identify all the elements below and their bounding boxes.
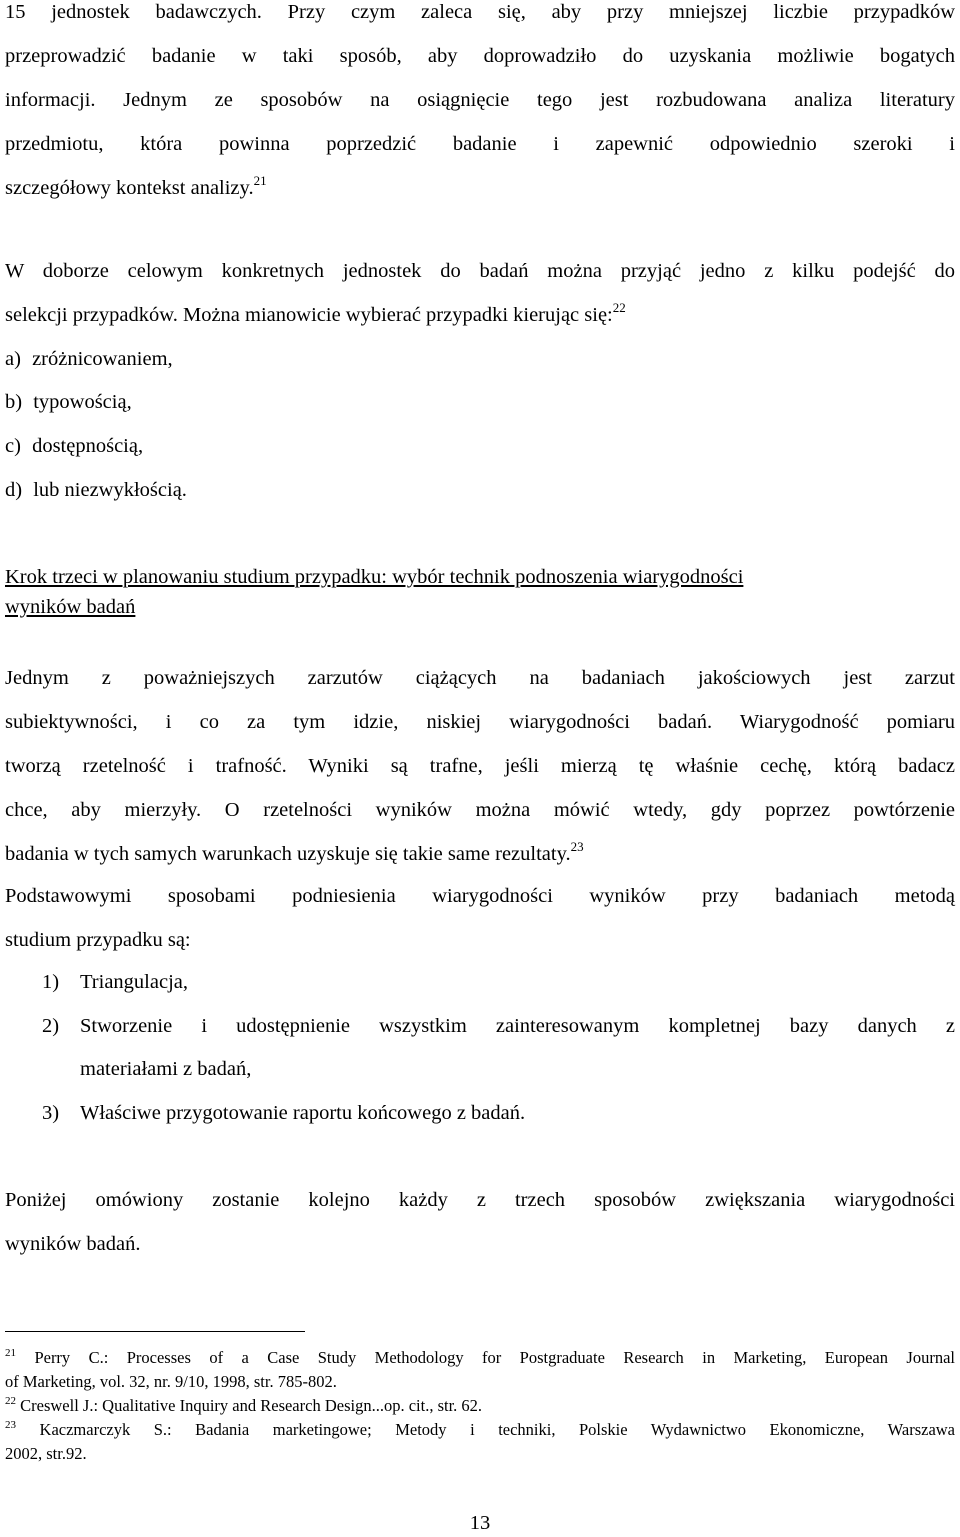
text-line: studium przypadku są: xyxy=(5,929,191,951)
footnote-text: Perry C.: Processes of a Case Study Methodology for Postgraduate Research in Marketing, European Journal xyxy=(34,1348,955,1367)
text-line: Jednym z poważniejszych zarzutów ciążących na badaniach jakościowych jest zarzut xyxy=(5,667,955,689)
list-text: dostępnością, xyxy=(32,435,144,457)
text-span: badania w tych samych warunkach uzyskuje się takie same rezultaty. xyxy=(5,843,571,865)
footnote-ref: 22 xyxy=(612,300,626,315)
text-line: Podstawowymi sposobami podniesienia wiarygodności wyników przy badaniach metodą xyxy=(5,885,955,907)
list-text: typowością, xyxy=(33,391,132,413)
footnote-text: Creswell J.: Qualitative Inquiry and Research Design...op. cit., str. 62. xyxy=(20,1396,483,1415)
text-line: wyników badań. xyxy=(5,1233,141,1255)
footnote-line xyxy=(5,1418,955,1442)
list-item xyxy=(42,1004,59,1048)
footnote-text: Kaczmarczyk S.: Badania marketingowe; Metody i techniki, Polskie Wydawnictwo Ekonomiczne, Warszawa xyxy=(39,1420,956,1439)
text-line: subiektywności, i co za tym idzie, niskiej wiarygodności badań. Wiarygodność pomiaru xyxy=(5,711,955,733)
footnote-divider xyxy=(5,1331,305,1332)
footnote-number: 22 xyxy=(5,1395,16,1407)
list-text: Właściwe przygotowanie raportu końcowego z badań. xyxy=(80,1102,526,1124)
text-line: przeprowadzić badanie w taki sposób, aby doprowadziło do uzyskania możliwie bogatych xyxy=(5,45,955,67)
paragraph-1 xyxy=(5,0,955,210)
text-line: chce, aby mierzyły. O rzetelności wyników można mówić wtedy, gdy poprzez powtórzenie xyxy=(5,799,955,821)
footnote xyxy=(5,1346,955,1394)
paragraph-3 xyxy=(5,656,955,876)
footnote xyxy=(5,1418,955,1466)
list-item xyxy=(5,468,187,512)
paragraph-4 xyxy=(5,874,955,962)
list-marker: b) xyxy=(5,391,23,413)
list-marker: a) xyxy=(5,348,21,370)
text-line xyxy=(5,293,955,337)
text-span: selekcji przypadków. Można mianowicie wybierać przypadki kierując się: xyxy=(5,304,613,326)
text-line: informacji. Jednym ze sposobów na osiągnięcie tego jest rozbudowana analiza literatury xyxy=(5,89,955,111)
footnote-ref: 21 xyxy=(253,173,267,188)
footnote-line xyxy=(5,1346,955,1370)
text-line xyxy=(5,166,955,210)
heading-line: Krok trzeci w planowaniu studium przypadku: wybór technik podnoszenia wiarygodności xyxy=(5,566,744,588)
list-marker: 2) xyxy=(42,1015,60,1037)
list-item xyxy=(42,1091,59,1135)
list-text: Stworzenie i udostępnienie wszystkim zainteresowanym kompletnej bazy danych z xyxy=(80,1015,955,1037)
list-item xyxy=(5,380,132,424)
section-heading xyxy=(5,562,955,622)
footnote-line: of Marketing, vol. 32, nr. 9/10, 1998, str. 785-802. xyxy=(5,1372,337,1391)
footnote-number: 23 xyxy=(5,1419,16,1431)
list-marker: d) xyxy=(5,479,23,501)
text-line: 15 jednostek badawczych. Przy czym zaleca się, aby przy mniejszej liczbie przypadków xyxy=(5,1,955,23)
list-text: Triangulacja, xyxy=(80,971,188,993)
footnote-ref: 23 xyxy=(570,839,584,854)
list-marker: 3) xyxy=(42,1102,60,1124)
footnote-line: 2002, str.92. xyxy=(5,1444,87,1463)
list-text: zróżnicowaniem, xyxy=(32,348,173,370)
text-line xyxy=(5,832,955,876)
list-item xyxy=(42,960,59,1004)
list-marker: 1) xyxy=(42,971,60,993)
paragraph-2 xyxy=(5,249,955,337)
text-line: tworzą rzetelność i trafność. Wyniki są trafne, jeśli mierzą tę właśnie cechę, którą badacz xyxy=(5,755,955,777)
heading-line: wyników badań xyxy=(5,596,136,618)
footnote-number: 21 xyxy=(5,1347,16,1359)
text-line: przedmiotu, która powinna poprzedzić badanie i zapewnić odpowiednio szeroki i xyxy=(5,133,955,155)
list-item xyxy=(5,337,173,381)
footnote-line xyxy=(5,1394,955,1418)
list-marker: c) xyxy=(5,435,21,457)
list-item xyxy=(5,424,143,468)
text-line: W doborze celowym konkretnych jednostek do badań można przyjąć jedno z kilku podejść do xyxy=(5,260,955,282)
page-number: 13 xyxy=(469,1512,491,1534)
text-line: Poniżej omówiony zostanie kolejno każdy z trzech sposobów zwiększania wiarygodności xyxy=(5,1189,955,1211)
footnote xyxy=(5,1394,955,1418)
text-span: szczegółowy kontekst analizy. xyxy=(5,177,254,199)
list-text-continuation: materiałami z badań, xyxy=(80,1058,252,1080)
paragraph-5 xyxy=(5,1178,955,1266)
list-text: lub niezwykłością. xyxy=(33,479,187,501)
